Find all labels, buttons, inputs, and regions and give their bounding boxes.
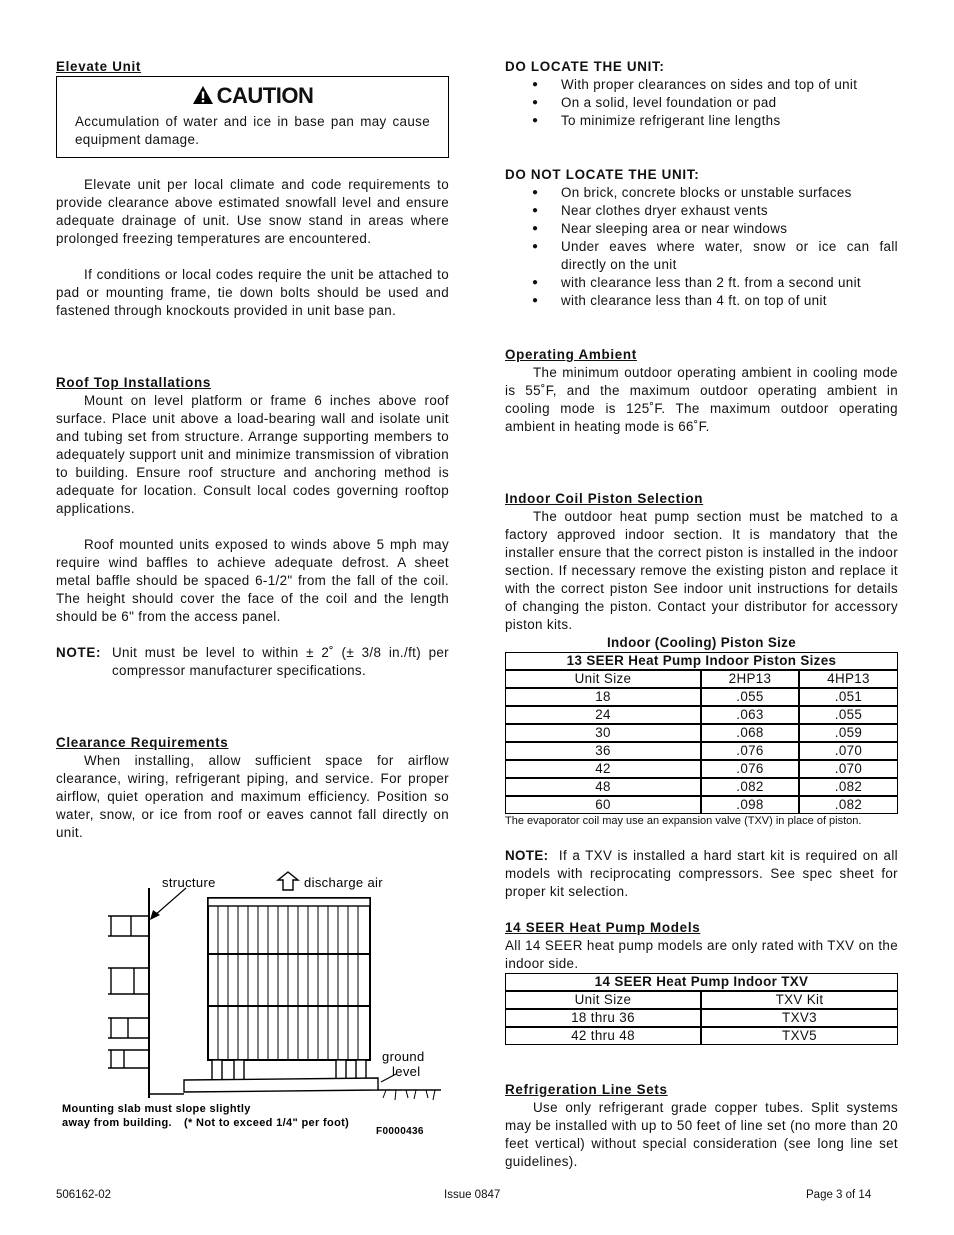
table-row: [505, 796, 898, 814]
list-item: ● On brick, concrete blocks or unstable surfaces: [505, 184, 898, 202]
slab-note-1: Mounting slab must slope slightly: [62, 1103, 251, 1115]
table-cell: 42: [505, 760, 701, 778]
table-cell: .098: [701, 796, 799, 814]
do-not-locate-heading: DO NOT LOCATE THE UNIT:: [505, 167, 700, 182]
piston-footnote: The evaporator coil may use an expansion valve (TXV) in place of piston.: [505, 815, 862, 827]
roof-note: [56, 644, 449, 680]
table-cell: 30: [505, 724, 701, 742]
operating-ambient-heading: Operating Ambient: [505, 347, 637, 362]
table-cell: .051: [799, 688, 898, 706]
elevate-paragraph-1: Elevate unit per local climate and code requirements to provide clearance above estimated snowfall level and ensure adequate drainage of unit. Use snow stand in areas where prolonged freezing temperatures are encountered.: [56, 177, 449, 246]
page-number: Page 3 of 14: [806, 1189, 872, 1201]
txv-table: [505, 973, 898, 1045]
column-header: TXV Kit: [701, 991, 898, 1009]
list-item: ● Near sleeping area or near windows: [505, 220, 898, 238]
left-column: [56, 58, 449, 842]
table-cell: TXV5: [701, 1027, 898, 1045]
table-cell: 60: [505, 796, 701, 814]
table-row: [505, 742, 898, 760]
elevate-unit-heading: Elevate Unit: [56, 59, 142, 74]
table-cell: .059: [799, 724, 898, 742]
clearance-paragraph: When installing, allow sufficient space for airflow clearance, wiring, refrigerant piping, and service. For proper airflow, quiet operation and maximum efficiency. Position so water, snow, or ice from roof or eaves cannot fall directly on unit.: [56, 753, 449, 840]
do-locate-heading: DO LOCATE THE UNIT:: [505, 59, 665, 74]
table-cell: .076: [701, 760, 799, 778]
table-row: [505, 778, 898, 796]
clearance-heading: Clearance Requirements: [56, 735, 229, 750]
table-cell: .082: [701, 778, 799, 796]
table-cell: 18: [505, 688, 701, 706]
table-row: [505, 1009, 898, 1027]
piston-paragraph: The outdoor heat pump section must be matched to a factory approved indoor section. It is mandatory that the installer ensure that the correct piston is installed in the indoor section. If necessary remove the existing piston and replace it with the correct piston See indoor unit instructions for details of changing the piston. Contact your distributor for accessory piston kits.: [505, 509, 898, 632]
note-text: Unit must be level to within ± 2˚ (± 3/8 in./ft) per compressor manufacturer specifications.: [112, 645, 449, 678]
piston-table-title: 13 SEER Heat Pump Indoor Piston Sizes: [505, 652, 898, 670]
list-item: ● To minimize refrigerant line lengths: [505, 112, 898, 130]
line-sets-heading: Refrigeration Line Sets: [505, 1082, 668, 1097]
table-row: [505, 1027, 898, 1045]
level-label: level: [392, 1064, 421, 1079]
note-label: NOTE:: [505, 848, 549, 863]
table-cell: .070: [799, 742, 898, 760]
table-row: [505, 724, 898, 742]
roof-paragraph-1: Mount on level platform or frame 6 inches above roof surface. Place unit above a load-bearing wall and isolate unit and tubing set from structure. Arrange supporting members to adequately support unit and minimize transmission of vibration to building. Ensure roof structure and anchoring method is adequate for location. Consult local codes governing rooftop applications.: [56, 393, 449, 516]
warning-triangle-icon: [192, 83, 214, 113]
column-header: Unit Size: [505, 670, 701, 688]
issue-number: Issue 0847: [444, 1189, 501, 1201]
table-cell: 36: [505, 742, 701, 760]
list-item: ● Near clothes dryer exhaust vents: [505, 202, 898, 220]
table-row: [505, 760, 898, 778]
table-row: [505, 688, 898, 706]
roof-top-heading: Roof Top Installations: [56, 375, 212, 390]
seer14-heading: 14 SEER Heat Pump Models: [505, 920, 701, 935]
structure-label: structure: [162, 875, 216, 890]
column-header: 4HP13: [799, 670, 898, 688]
right-column: [505, 58, 898, 1171]
piston-table: [505, 652, 898, 814]
seer14-paragraph: All 14 SEER heat pump models are only rated with TXV on the indoor side.: [505, 938, 898, 971]
piston-table-caption: Indoor (Cooling) Piston Size: [606, 635, 797, 650]
caution-label: CAUTION: [216, 83, 314, 108]
table-cell: 18 thru 36: [505, 1009, 701, 1027]
caution-title: [75, 81, 430, 113]
caution-box: [56, 76, 449, 158]
elevate-paragraph-2: If conditions or local codes require the unit be attached to pad or mounting frame, tie down bolts should be used and fastened through knockouts provided in unit base pan.: [56, 267, 449, 318]
table-cell: .070: [799, 760, 898, 778]
do-locate-list: [505, 76, 898, 130]
caution-text: Accumulation of water and ice in base pan may cause equipment damage.: [75, 114, 430, 147]
table-cell: .082: [799, 796, 898, 814]
table-cell: .063: [701, 706, 799, 724]
table-cell: .068: [701, 724, 799, 742]
table-row: [505, 706, 898, 724]
ambient-paragraph: The minimum outdoor operating ambient in cooling mode is 55˚F, and the maximum outdoor operating ambient in cooling mode is 125˚F. The maximum outdoor operating ambient in heating mode is 66˚F.: [505, 365, 898, 434]
slab-note-3: (* Not to exceed 1/4" per foot): [184, 1117, 350, 1129]
list-item: ● With proper clearances on sides and top of unit: [505, 76, 898, 94]
table-cell: .076: [701, 742, 799, 760]
figure-code: F0000436: [376, 1126, 424, 1137]
list-item: ● with clearance less than 4 ft. on top of unit: [505, 292, 898, 310]
piston-selection-heading: Indoor Coil Piston Selection: [505, 491, 704, 506]
clearance-diagram: [56, 868, 446, 1143]
table-cell: .082: [799, 778, 898, 796]
note-text: If a TXV is installed a hard start kit is required on all models with reciprocating compressors. See spec sheet for proper kit selection.: [505, 848, 898, 899]
doc-number: 506162-02: [56, 1189, 111, 1201]
list-item: ● On a solid, level foundation or pad: [505, 94, 898, 112]
discharge-air-label: discharge air: [304, 875, 383, 890]
txv-note: [505, 847, 898, 901]
table-cell: 48: [505, 778, 701, 796]
roof-paragraph-2: Roof mounted units exposed to winds above 5 mph may require wind baffles to achieve adequate defrost. A sheet metal baffle should be spaced 6-1/2" from the fall of the coil. The height should cover the face of the coil and the length should be 6" from the access panel.: [56, 537, 449, 624]
table-cell: .055: [701, 688, 799, 706]
ground-label: ground: [382, 1049, 425, 1064]
note-label: NOTE:: [56, 645, 102, 660]
table-cell: 42 thru 48: [505, 1027, 701, 1045]
table-cell: .055: [799, 706, 898, 724]
do-not-locate-list: [505, 184, 898, 310]
line-sets-paragraph: Use only refrigerant grade copper tubes. Split systems may be installed with up to 50 feet of line set (no more than 20 feet vertical) without special consideration (see long line set guidelines).: [505, 1100, 898, 1169]
list-item: ● Under eaves where water, snow or ice can fall directly on the unit: [505, 238, 898, 274]
table-cell: 24: [505, 706, 701, 724]
txv-table-title: 14 SEER Heat Pump Indoor TXV: [505, 973, 898, 991]
slab-note-2: away from building.: [62, 1117, 172, 1129]
table-cell: TXV3: [701, 1009, 898, 1027]
list-item: ● with clearance less than 2 ft. from a second unit: [505, 274, 898, 292]
column-header: Unit Size: [505, 991, 701, 1009]
column-header: 2HP13: [701, 670, 799, 688]
